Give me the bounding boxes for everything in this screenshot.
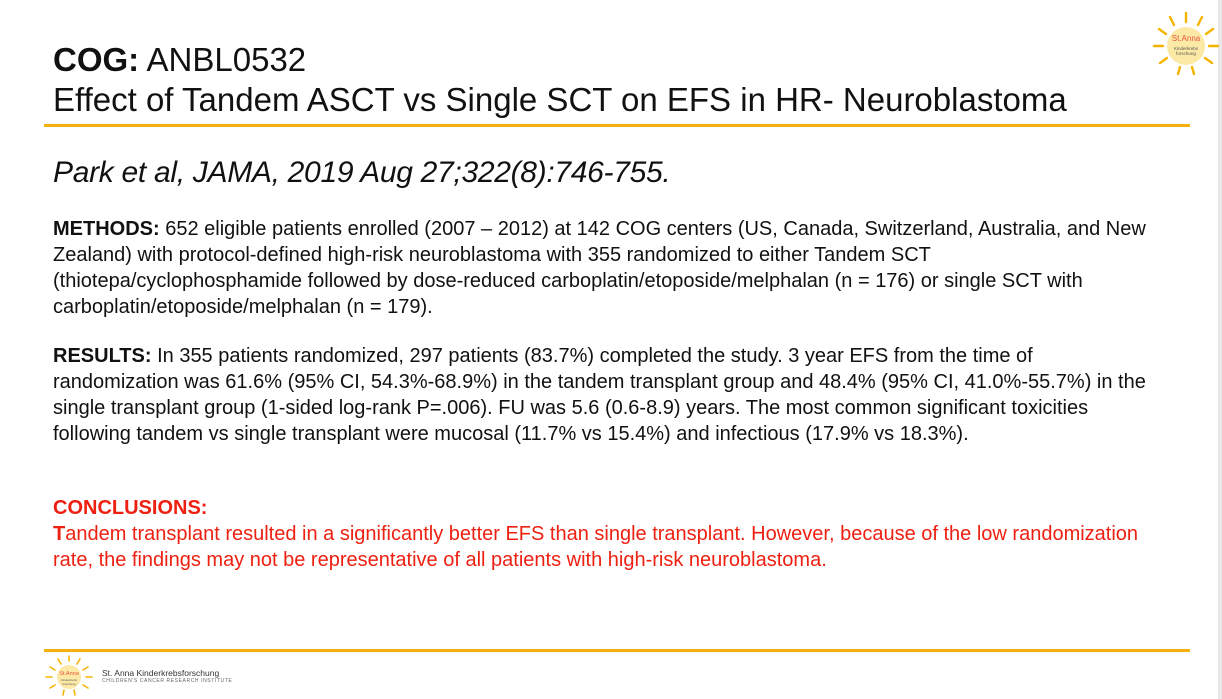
title-subtitle: Effect of Tandem ASCT vs Single SCT on EFS in HR- Neuroblastoma: [53, 81, 1067, 118]
title-line-trial: [53, 40, 1163, 80]
svg-text:Kinderkrebs: Kinderkrebs: [60, 678, 78, 682]
results-paragraph: [53, 343, 1163, 447]
svg-text:St.Anna: St.Anna: [59, 671, 79, 677]
results-text: In 355 patients randomized, 297 patients (83.7%) completed the study. 3 year EFS from the time of randomization was 61.6% (95% CI, 54.3%-68.9%) in the tandem transplant group and 48.4% (95% CI, 41.0%-55.7%) in the single transplant group (1-sided log-rank P=.006). FU was 5.6 (0.6-8.9) years. The most common significant toxicities following tandem vs single transplant were mucosal (11.7% vs 15.4%) and infectious (17.9% vs 18.3%).: [53, 345, 1146, 445]
slide-title: [53, 40, 1163, 120]
slide-edge: [1218, 0, 1222, 699]
conclusions-heading: CONCLUSIONS:: [53, 497, 208, 519]
footer-institution: [102, 668, 232, 685]
title-org: COG:: [53, 41, 140, 78]
footer-name: St. Anna Kinderkrebsforschung: [102, 668, 220, 678]
title-divider: [44, 124, 1190, 127]
citation: Park et al, JAMA, 2019 Aug 27;322(8):746-755.: [53, 156, 671, 189]
logo-top-sub2: forschung: [1176, 51, 1196, 56]
st-anna-logo-icon: [1152, 10, 1220, 78]
logo-top-badge: St.Anna: [1171, 34, 1201, 43]
methods-paragraph: [53, 216, 1163, 320]
st-anna-footer-logo-icon: [44, 655, 94, 697]
footer-divider: [44, 649, 1190, 652]
logo-top-sub1: Kinderkrebs: [1173, 46, 1199, 51]
conclusions-paragraph: [53, 495, 1163, 573]
footer-subtitle: CHILDREN'S CANCER RESEARCH INSTITUTE: [102, 678, 233, 684]
title-trial: ANBL0532: [146, 41, 307, 78]
conclusions-text: andem transplant resulted in a significantly better EFS than single transplant. However, because of the low randomization rate, the findings may not be representative of all patients with high-risk neuroblastoma.: [53, 523, 1139, 571]
svg-text:forschung: forschung: [62, 682, 76, 686]
methods-text: 652 eligible patients enrolled (2007 – 2012) at 142 COG centers (US, Canada, Switzerland, Australia, and New Zealand) with protocol-defined high-risk neuroblastoma with 355 randomized to either Tandem SCT (thiotepa/cyclophosphamide followed by dose-reduced carboplatin/etoposide/melphalan (n = 176) or single SCT with carboplatin/etoposide/melphalan (n = 179).: [53, 218, 1146, 318]
methods-heading: METHODS:: [53, 218, 160, 240]
results-heading: RESULTS:: [53, 345, 152, 367]
conclusions-first-letter: T: [53, 523, 66, 545]
